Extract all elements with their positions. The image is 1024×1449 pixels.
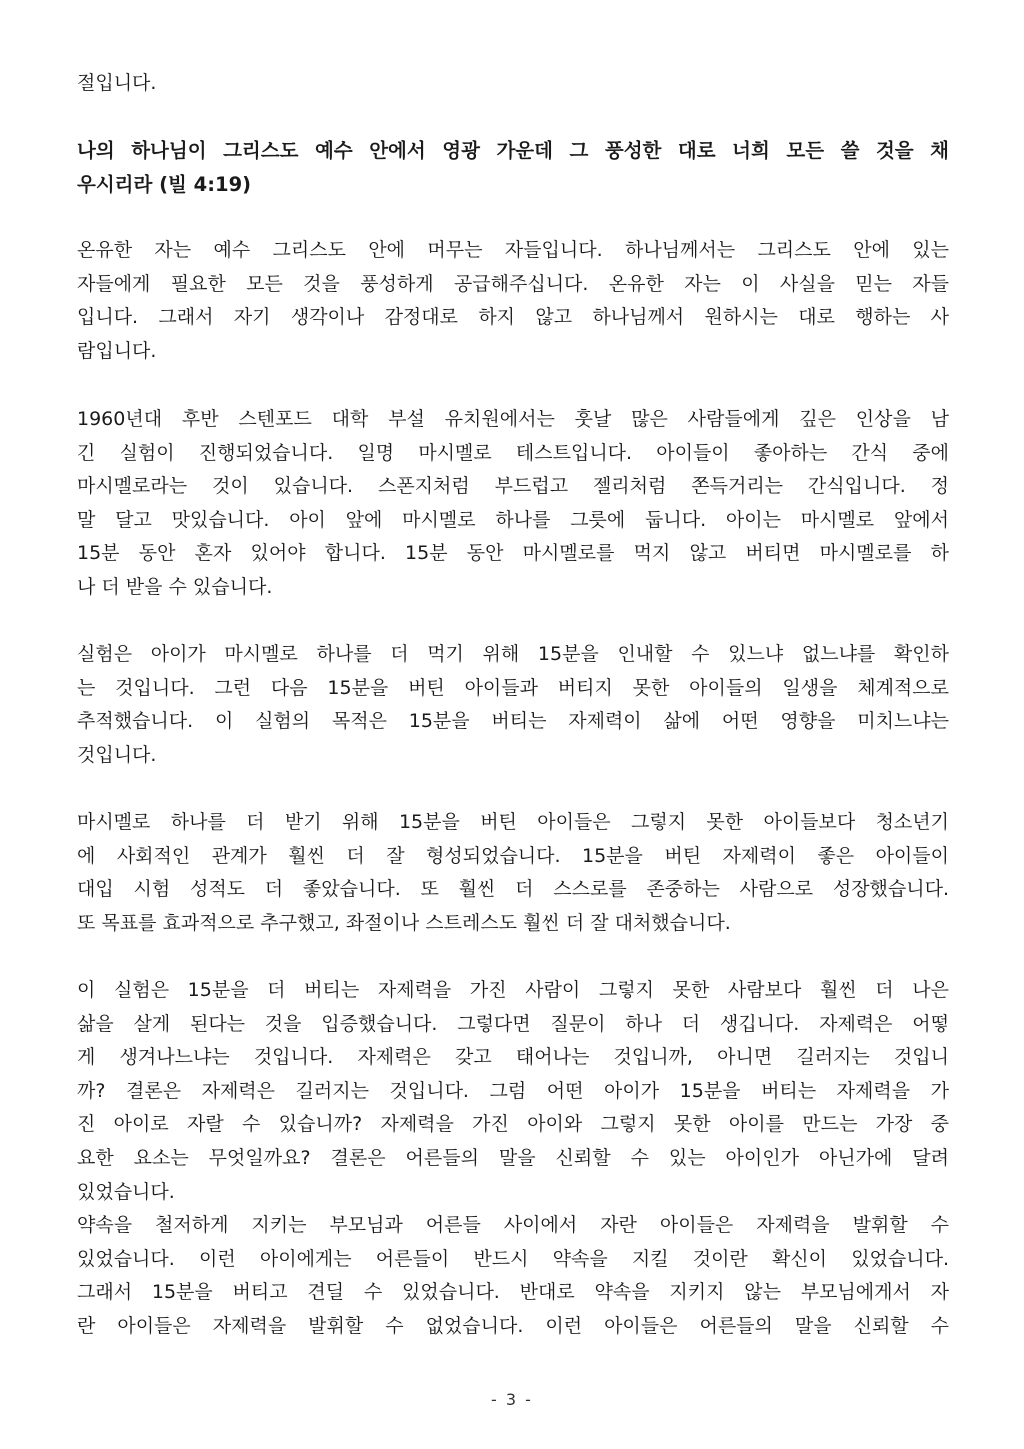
text-line: 있었습니다. 이런 아이에게는 어른들이 반드시 약속을 지킬 것이란 확신이 있었습니다.: [77, 1247, 949, 1270]
page-number: - 3 -: [491, 1390, 533, 1409]
text-line: 것입니다.: [77, 743, 157, 766]
text-line: 우시리라 (빌 4:19): [77, 172, 252, 196]
paragraph: [77, 234, 949, 368]
text-line: 실험은 아이가 마시멜로 하나를 더 먹기 위해 15분을 인내할 수 있느냐 없느냐를 확인하: [77, 643, 949, 665]
text-line: 또 목표를 효과적으로 추구했고, 좌절이나 스트레스도 훨씬 더 잘 대처했습니다.: [77, 911, 731, 934]
scripture-verse: [77, 134, 949, 201]
text-line: 긴 실험이 진행되었습니다. 일명 마시멜로 테스트입니다. 아이들이 좋아하는 간식 중에: [77, 441, 949, 464]
text-line: 마시멜로 하나를 더 받기 위해 15분을 버틴 아이들은 그렇지 못한 아이들보다 청소년기: [77, 811, 949, 833]
text-line: 마시멜로라는 것이 있습니다. 스폰지처럼 부드럽고 젤리처럼 쫀득거리는 간식입니다. 정: [77, 475, 949, 498]
text-line: 요한 요소는 무엇일까요? 결론은 어른들의 말을 신뢰할 수 있는 아이인가 아닌가에 달려: [77, 1146, 949, 1169]
text-line: 까? 결론은 자제력은 길러지는 것입니다. 그럼 어떤 아이가 15분을 버티는 자제력을 가: [77, 1079, 949, 1102]
paragraph: [77, 806, 949, 940]
text-line: 진 아이로 자랄 수 있습니까? 자제력을 가진 아이와 그렇지 못한 아이를 만드는 가장 중: [77, 1113, 949, 1136]
text-line: 약속을 철저하게 지키는 부모님과 어른들 사이에서 자란 아이들은 자제력을 발휘할 수: [77, 1214, 949, 1236]
text-line: 대입 시험 성적도 더 좋았습니다. 또 훨씬 더 스스로를 존중하는 사람으로 성장했습니다.: [77, 878, 949, 901]
paragraph: [77, 1209, 949, 1343]
paragraph: [77, 974, 949, 1209]
text-line: 란 아이들은 자제력을 발휘할 수 없었습니다. 이런 아이들은 어른들의 말을 신뢰할 수: [77, 1314, 949, 1337]
text-line: 1960년대 후반 스텐포드 대학 부설 유치원에서는 훗날 많은 사람들에게 깊은 인상을 남: [77, 408, 949, 430]
text-line: 절입니다.: [77, 72, 157, 94]
text-line: 나의 하나님이 그리스도 예수 안에서 영광 가운데 그 풍성한 대로 너희 모든 쓸 것을 채: [77, 139, 949, 162]
text-line: 입니다. 그래서 자기 생각이나 감정대로 하지 않고 하나님께서 원하시는 대로 행하는 사: [77, 306, 949, 329]
text-line: 그래서 15분을 버티고 견딜 수 있었습니다. 반대로 약속을 지키지 않는 부모님에게서 자: [77, 1281, 949, 1304]
text-line: 온유한 자는 예수 그리스도 안에 머무는 자들입니다. 하나님께서는 그리스도 안에 있는: [77, 239, 949, 261]
text-line: 15분 동안 혼자 있어야 합니다. 15분 동안 마시멜로를 먹지 않고 버티면 마시멜로를 하: [77, 542, 949, 565]
text-line: 람입니다.: [77, 339, 157, 362]
text-line: 나 더 받을 수 있습니다.: [77, 575, 273, 598]
text-line: 있었습니다.: [77, 1180, 175, 1203]
text-line: 자들에게 필요한 모든 것을 풍성하게 공급해주십니다. 온유한 자는 이 사실을 믿는 자들: [77, 272, 949, 295]
paragraph-continuation: [77, 67, 949, 101]
text-line: 는 것입니다. 그런 다음 15분을 버틴 아이들과 버티지 못한 아이들의 일생을 체계적으로: [77, 676, 949, 699]
text-line: 추적했습니다. 이 실험의 목적은 15분을 버티는 자제력이 삶에 어떤 영향을 미치느냐는: [77, 710, 949, 733]
paragraph: [77, 403, 949, 605]
text-line: 삶을 살게 된다는 것을 입증했습니다. 그렇다면 질문이 하나 더 생깁니다. 자제력은 어떻: [77, 1012, 949, 1035]
text-line: 게 생겨나느냐는 것입니다. 자제력은 갖고 태어나는 것입니까, 아니면 길러지는 것입니: [77, 1046, 949, 1069]
paragraph: [77, 638, 949, 772]
text-line: 말 달고 맛있습니다. 아이 앞에 마시멜로 하나를 그릇에 둡니다. 아이는 마시멜로 앞에서: [77, 508, 949, 531]
text-line: 에 사회적인 관계가 훨씬 더 잘 형성되었습니다. 15분을 버틴 자제력이 좋은 아이들이: [77, 844, 949, 867]
text-line: 이 실험은 15분을 더 버티는 자제력을 가진 사람이 그렇지 못한 사람보다 훨씬 더 나은: [77, 979, 949, 1001]
